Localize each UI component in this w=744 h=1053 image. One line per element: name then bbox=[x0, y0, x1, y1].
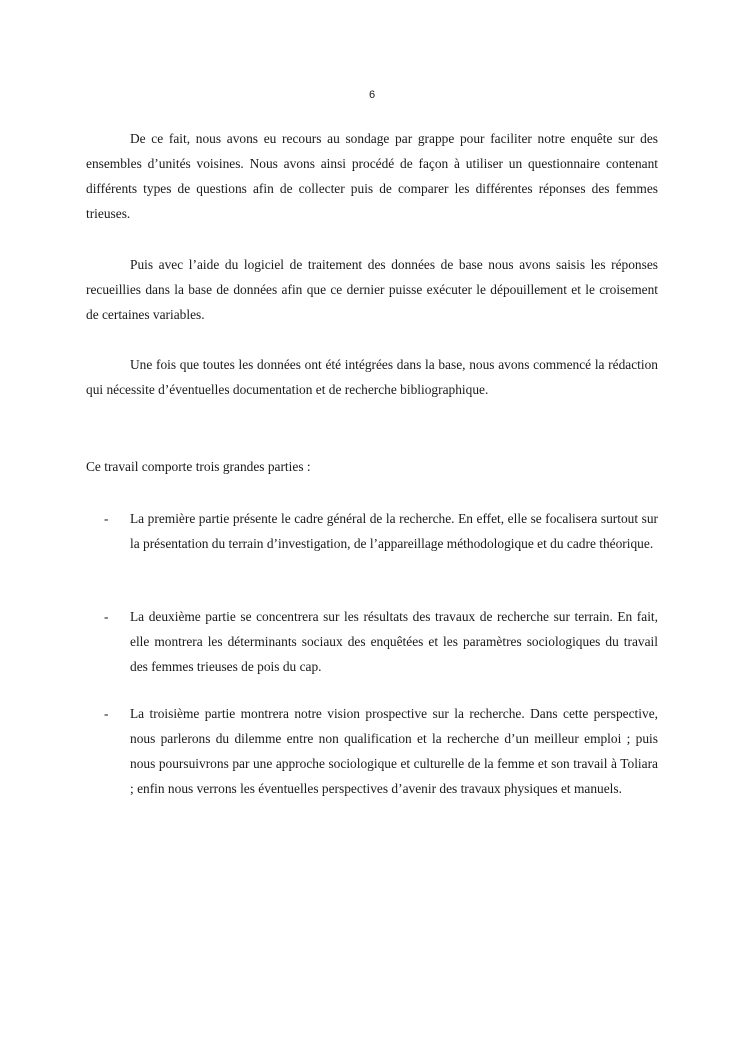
paragraph-data-processing: Puis avec l’aide du logiciel de traitement des données de base nous avons saisis les réponses recueillies dans la base de données afin que ce dernier puisse exécuter le dépouillement et le croisement de certaines variables. bbox=[86, 257, 658, 322]
bullet-dash: - bbox=[104, 706, 109, 721]
paragraph-methodology-sampling: De ce fait, nous avons eu recours au sondage par grappe pour faciliter notre enquête sur des ensembles d’unités voisines. Nous avons ainsi procédé de façon à utiliser un questionnaire contenant différents types de questions afin de collecter puis de comparer les différentes réponses des femmes trieuses. bbox=[86, 131, 658, 221]
list-item-part-two bbox=[86, 604, 658, 679]
parts-intro: Ce travail comporte trois grandes parties : bbox=[86, 459, 311, 474]
list-item-part-three bbox=[86, 701, 658, 801]
page-number: 6 bbox=[368, 89, 376, 101]
list-item-text: La troisième partie montrera notre vision prospective sur la recherche. Dans cette perspective, nous parlerons du dilemme entre non qualification et la recherche d’un meilleur emploi ; puis nous poursuivrons par une approche sociologique et culturelle de la femme et son travail à Toliara ; enfin nous verrons les éventuelles perspectives d’avenir des travaux physiques et manuels. bbox=[130, 706, 658, 796]
list-item-text: La deuxième partie se concentrera sur les résultats des travaux de recherche sur terrain. En fait, elle montrera les déterminants sociaux des enquêtées et les paramètres sociologiques du travail des femmes trieuses de pois du cap. bbox=[130, 609, 658, 674]
paragraph-redaction: Une fois que toutes les données ont été intégrées dans la base, nous avons commencé la rédaction qui nécessite d’éventuelles documentation et de recherche bibliographique. bbox=[86, 357, 658, 397]
list-item-text: La première partie présente le cadre général de la recherche. En effet, elle se focalisera surtout sur la présentation du terrain d’investigation, de l’appareillage méthodologique et du cadre théorique. bbox=[130, 511, 658, 551]
list-item-part-one bbox=[86, 506, 658, 556]
bullet-dash: - bbox=[104, 511, 109, 526]
bullet-dash: - bbox=[104, 609, 109, 624]
